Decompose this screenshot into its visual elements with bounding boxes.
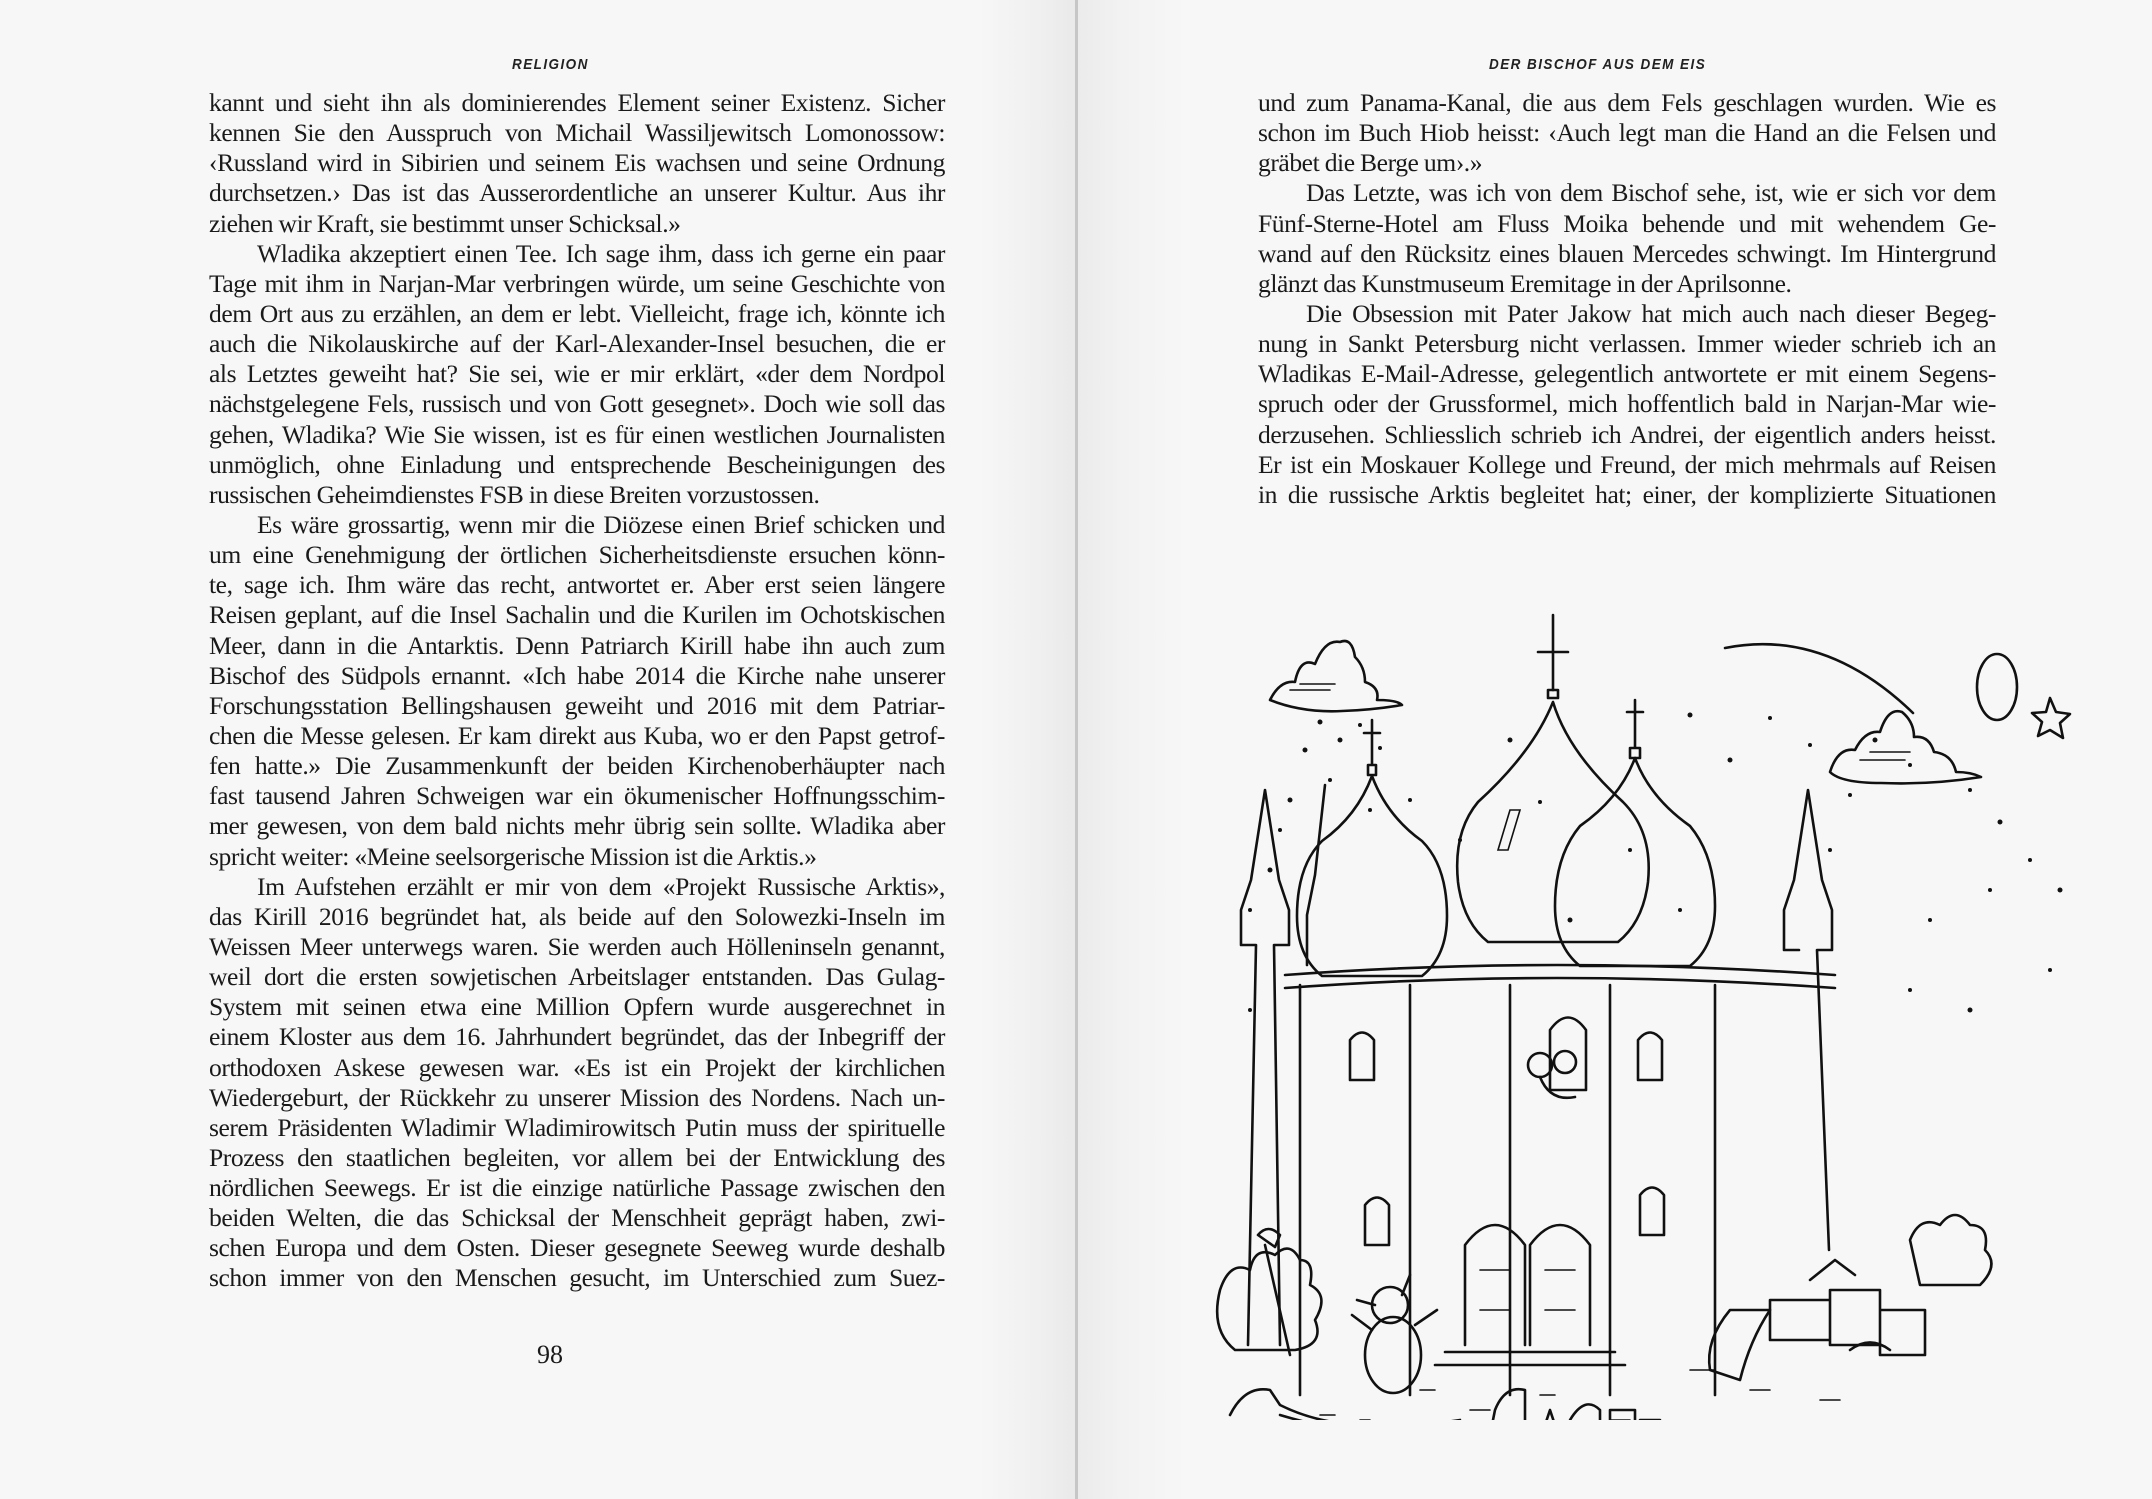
left-page-body-text [209, 88, 945, 1294]
text-line: weil dort die ersten sowjetischen Arbeitslager entstanden. Das Gulag- [209, 962, 945, 992]
horse-drawn-sleigh [1230, 1389, 1810, 1420]
right-cross [1627, 700, 1643, 758]
text-line: Er ist ein Moskauer Kollege und Freund, der mich mehrmals auf Reisen [1258, 449, 1996, 479]
text-line: derzusehen. Schliesslich schrieb ich Andrei, der eigentlich anders heisst. [1258, 419, 1996, 449]
text-line: serem Präsidenten Wladimir Wladimirowitsch Putin muss der spirituelle [209, 1112, 945, 1142]
church-door-right [1530, 1225, 1590, 1345]
text-line: Weissen Meer unterwegs waren. Sie werden auch Hölleninseln genannt, [209, 931, 945, 961]
text-line: te, sage ich. Ihm wäre das recht, antwortet er. Aber erst seien längere [209, 570, 945, 600]
window-lower-right [1640, 1188, 1664, 1236]
text-line: Tage mit ihm in Narjan-Mar verbringen würde, um seine Geschichte von [209, 268, 945, 298]
text-line: dem Ort aus zu erzählen, an dem er lebt. Vielleicht, frage ich, könnte ich [209, 298, 945, 328]
left-spire [1241, 790, 1289, 1345]
running-head-left: RELIGION [512, 56, 589, 73]
text-line: Die Obsession mit Pater Jakow hat mich auch nach dieser Begeg- [1306, 298, 1996, 328]
text-line: unmöglich, ohne Einladung und entsprechende Bescheinigungen des [209, 449, 945, 479]
moon [1977, 654, 2017, 720]
text-line: gräbet die Berge um›.» [1258, 148, 1483, 178]
left-dome [1297, 776, 1447, 976]
text-line: schen Europa und dem Osten. Dieser gesegnete Seeweg wurde deshalb [209, 1233, 945, 1263]
window-lower-left [1365, 1198, 1389, 1246]
text-line: gehen, Wladika? Wie Sie wissen, ist es für einen westlichen Journalisten [209, 419, 945, 449]
text-line: fast tausend Jahren Schweigen war ein ökumenischer Hoffnungsschim- [209, 781, 945, 811]
text-line: nördlichen Seewegs. Er ist die einzige natürliche Passage zwischen den [209, 1173, 945, 1203]
text-line: Forschungsstation Bellingshausen geweiht und 2016 mit dem Patriar- [209, 690, 945, 720]
window-center [1550, 1018, 1586, 1091]
text-line: mer gewesen, von dem bald nichts mehr übrig sein sollte. Wladika aber [209, 811, 945, 841]
text-line: Im Aufstehen erzählt er mir von dem «Projekt Russische Arktis», [257, 871, 945, 901]
text-line: auch die Nikolauskirche auf der Karl-Alexander-Insel besuchen, die er [209, 329, 945, 359]
text-line: fen hatte.» Die Zusammenkunft der beiden Kirchenoberhäupter nach [209, 751, 945, 781]
central-dome [1457, 702, 1649, 942]
text-line: um eine Genehmigung der örtlichen Sicherheitsdienste ersuchen könn- [209, 540, 945, 570]
text-line: Reisen geplant, auf die Insel Sachalin und die Kurilen im Ochotskischen [209, 600, 945, 630]
text-line: Wiedergeburt, der Rückkehr zu unserer Mission des Nordens. Nach un- [209, 1082, 945, 1112]
text-line: ‹Russland wird in Sibirien und seinem Eis wachsen und seine Ordnung [209, 148, 945, 178]
right-dome [1555, 758, 1715, 966]
text-line: chen die Messe gelesen. Er kam direkt aus Kuba, wo er den Papst getrof- [209, 720, 945, 750]
page-number: 98 [537, 1340, 563, 1369]
church-sketch [1210, 590, 2080, 1420]
window-left [1350, 1033, 1374, 1081]
horse [1230, 1389, 1460, 1420]
church-illustration [1210, 590, 2080, 1420]
text-line: ziehen wir Kraft, sie bestimmt unser Schicksal.» [209, 208, 681, 238]
snowman [1352, 1275, 1437, 1393]
text-line: spricht weiter: «Meine seelsorgerische Mission ist die Arktis.» [209, 841, 817, 871]
central-cross [1538, 615, 1568, 698]
running-head-right: DER BISCHOF AUS DEM EIS [1489, 56, 1707, 73]
text-line: glänzt das Kunstmuseum Eremitage in der Aprilsonne. [1258, 268, 1792, 298]
text-line: System mit seinen etwa eine Million Opfern wurde ausgerechnet in [209, 992, 945, 1022]
text-line: durchsetzen.› Das ist das Ausserordentliche an unserer Kultur. Aus ihr [209, 178, 945, 208]
left-spire-2 [1307, 785, 1325, 965]
right-page-body-text [1258, 88, 1996, 510]
text-line: kannt und sieht ihn als dominierendes Element seiner Existenz. Sicher [209, 88, 945, 117]
text-line: schon im Buch Hiob heisst: ‹Auch legt man die Hand an die Felsen und [1258, 118, 1996, 148]
text-line: nächstgelegene Fels, russisch und von Gott gesegnet». Doch wie soll das [209, 389, 945, 419]
left-cross [1364, 720, 1380, 775]
text-line: Meer, dann in die Antarktis. Denn Patriarch Kirill habe ihn auch zum [209, 630, 945, 660]
text-line: Prozess den staatlichen begleiten, vor allem bei der Entwicklung des [209, 1142, 945, 1172]
cloud-left [1270, 641, 1402, 711]
church-door-left [1465, 1225, 1525, 1345]
luggage-pile [1709, 1260, 1925, 1380]
text-line: orthodoxen Askese gewesen war. «Es ist ein Projekt der kirchlichen [209, 1052, 945, 1082]
text-line: Das Letzte, was ich von dem Bischof sehe, ist, wie er sich vor dem [1306, 178, 1996, 208]
text-line: russischen Geheimdienstes FSB in diese Breiten vorzustossen. [209, 479, 820, 509]
church-wall [1300, 985, 1715, 1395]
text-line: in die russische Arktis begleitet hat; einer, der komplizierte Situationen [1258, 479, 1996, 509]
text-line: Es wäre grossartig, wenn mir die Diözese einen Brief schicken und [257, 509, 945, 539]
text-line: Wladika akzeptiert einen Tee. Ich sage ihm, dass ich gerne ein paar [257, 238, 945, 268]
text-line: kennen Sie den Ausspruch von Michail Wassiljewitsch Lomonossow: [209, 118, 945, 148]
text-line: Fünf-Sterne-Hotel am Fluss Moika behende und mit wehendem Ge- [1258, 208, 1996, 238]
bush-right [1910, 1215, 1991, 1285]
text-line: Bischof des Südpols ernannt. «Ich habe 2014 die Kirche nahe unserer [209, 660, 945, 690]
text-line: und zum Panama-Kanal, die aus dem Fels geschlagen wurden. Wie es [1258, 88, 1996, 117]
star [2032, 698, 2070, 738]
text-line: als Letztes geweiht hat? Sie sei, wie er mir erklärt, «der dem Nordpol [209, 359, 945, 389]
text-line: nung in Sankt Petersburg nicht verlassen. Immer wieder schrieb ich an [1258, 329, 1996, 359]
text-line: das Kirill 2016 begründet hat, als beide auf den Solowezki-Inseln im [209, 901, 945, 931]
text-line: spruch oder der Grussformel, mich hoffentlich bald in Narjan-Mar wie- [1258, 389, 1996, 419]
road-marks [1270, 1370, 1840, 1420]
church-steps [1435, 1352, 1625, 1365]
right-spire [1784, 790, 1832, 1250]
text-line: schon immer von den Menschen gesucht, im Unterschied zum Suez- [209, 1263, 945, 1293]
cloud-right [1830, 711, 1981, 783]
text-line: beiden Welten, die das Schicksal der Menschheit geprägt haben, zwi- [209, 1203, 945, 1233]
text-line: einem Kloster aus dem 16. Jahrhundert begründet, das der Inbegriff der [209, 1022, 945, 1052]
text-line: Wladikas E-Mail-Adresse, gelegentlich antwortete er mit einem Segens- [1258, 359, 1996, 389]
shooting-star-trail [1725, 644, 1913, 713]
window-right [1638, 1033, 1662, 1081]
text-line: wand auf den Rücksitz eines blauen Mercedes schwingt. Im Hintergrund [1258, 238, 1996, 268]
